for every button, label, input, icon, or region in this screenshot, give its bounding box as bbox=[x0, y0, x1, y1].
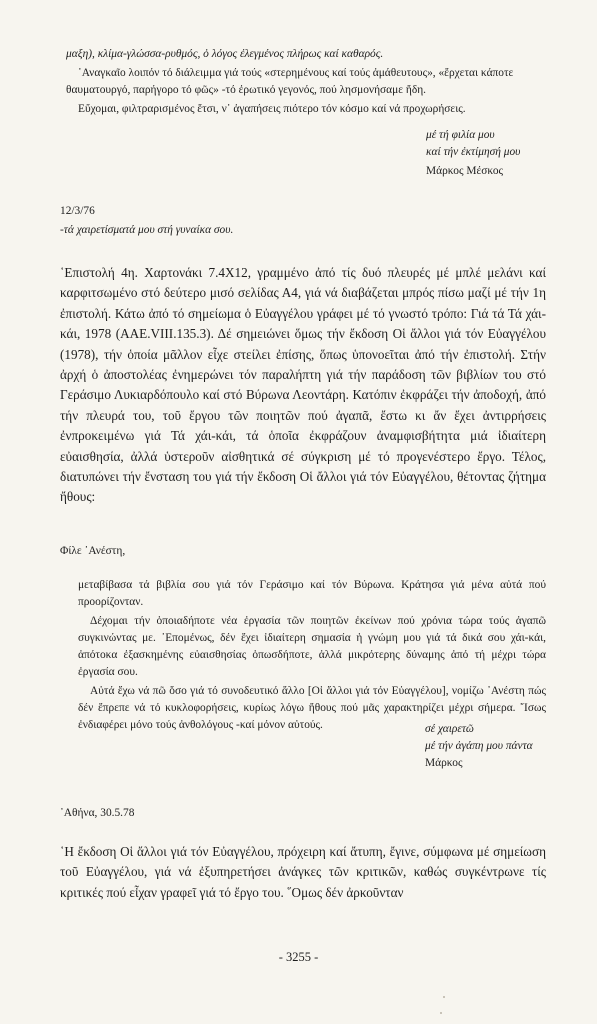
letter-line: μαξη), κλίμα-γλώσσα-ρυθμός, ὁ λόγος ἐλεγμένος πλήρως καί καθαρός. bbox=[66, 48, 384, 60]
signature-line: σέ χαιρετῶ bbox=[425, 723, 474, 735]
signature-name: Μάρκος Μέσκος bbox=[426, 165, 504, 177]
commentary-text: ῾Επιστολή 4η. Χαρτονάκι 7.4Χ12, γραμμένο ἀπό τίς δυό πλευρές μέ μπλέ μελάνι καί καρφιτσωμένο στό δεύτερο μισό σελίδας Α4, γιά νά διαβάζεται μπρός πίσω μαζί μέ τήν 1η ἐπιστολή. Κάτω ἀπό τό σημείωμα ὁ Εὐαγγέλου γράφει μέ τό γνωστό τρόπο: Γιά τά Τά χάι-κάι, 1978 (ΑΑΕ.VIII.135.3). Δέ σημειώνει ὅμως τήν ἔκδοση Οἱ ἄλλοι γιά τόν Εὐαγγέλου (1978), τήν ὁποία μᾶλλον εἶχε στείλει ἐπίσης, ὅπως ὑπονοεῖται ἀπό τήν ἐπιστολή. Στήν ἀρχή ὁ ἀποστολέας ἐνημερώνει τόν παραλήπτη γιά τήν παράδοση τῶν βιβλίων του στό Γεράσιμο Λυκιαρδόπουλο καί στό Βύρωνα Λεοντάρη. Κατόπιν ἐκφράζει τήν ἀποδοχή, ἀπό τήν πλευρά του, τοῦ ἔργου τῶν ποιητῶν πού ἀγαπᾶ, ἔστω κι ἄν ἔχει ἀντιρρήσεις ἐνπροκειμένω γιά Τά χάι-κάι, τά ὁποῖα ἐκφράζουν ἀναμφισβήτητα μιά ἰδιαίτερη εὐαισθησία, ἀλλά ὑστεροῦν αἰσθητικά σέ σύγκριση μέ τό προγενέστερο ἔργο. Τέλος, διατυπώνει τήν ἔνσταση του γιά τήν ἔκδοση Οἱ ἄλλοι γιά τόν Εὐαγγέλου, θέτοντας ζήτημα ἤθους: bbox=[60, 265, 546, 505]
page-number: - 3255 - bbox=[278, 950, 319, 964]
commentary-paragraph bbox=[60, 263, 546, 508]
commentary-paragraph bbox=[60, 842, 546, 903]
signature-block bbox=[426, 127, 520, 180]
signature-name: Μάρκος bbox=[425, 757, 463, 769]
letter-paragraph: Δέχομαι τήν ὁποιαδήποτε νέα ἐργασία τῶν ποιητῶν ἐκείνων πού χρόνια τώρα τούς ἀγαπῶ συγκινώντας με. ᾽Επομένως, δέν ἔχει ἰδιαίτερη σημασία ἡ γνώμη μου γιά τά δικά σου χάι-κάι, ἀπότοκα ἐξασκημένης εὐαισθησίας ὁπωσδήποτε, ἀλλά μικρότερης δύναμης ἀπό τή μέχρι τώρα ἐργασία σου. bbox=[78, 615, 546, 678]
paper-speck bbox=[440, 1012, 442, 1014]
letter-salutation: Φίλε ᾽Ανέστη, bbox=[60, 545, 126, 557]
signature-line: μέ τή φιλία μου bbox=[426, 129, 495, 141]
signature-line: μέ τήν ἀγάπη μου πάντα bbox=[425, 740, 533, 752]
letter-place-date: ᾽Αθήνα, 30.5.78 bbox=[60, 807, 135, 819]
letter-line: ῾Αναγκαῖο λοιπόν τό διάλειμμα γιά τούς «στερημένους καί τούς ἀμάθευτους», «ἔρχεται κάποτε θαυματουργό, παρήγορο τό φῶς» -τό ἐρωτικό γεγονός, πού λησμονήσαμε ἤδη. bbox=[66, 67, 514, 96]
commentary-text: ῾Η ἔκδοση Οἱ ἄλλοι γιά τόν Εὐαγγέλου, πρόχειρη καί ἄτυπη, ἔγινε, σύμφωνα μέ σημείωση τοῦ Εὐαγγέλου, γιά νά ἐξυπηρετήσει ἀνάγκες τῶν κριτικῶν, καθώς συγκέντρωνε τίς κριτικές πού εἶχαν γραφεῖ γιά τό ἔργο του. ῞Ομως δέν ἀρκοῦνταν bbox=[60, 844, 546, 900]
signature-line: καί τήν ἐκτίμησή μου bbox=[426, 146, 521, 158]
postscript: -τά χαιρετίσματά μου στή γυναίκα σου. bbox=[60, 224, 234, 236]
paper-speck bbox=[443, 996, 445, 998]
letter-body bbox=[78, 577, 546, 734]
signature-block bbox=[425, 721, 533, 772]
letter-excerpt bbox=[66, 46, 544, 118]
letter-line: Εὔχομαι, φιλτραρισμένος ἔτσι, ν᾽ ἀγαπήσεις πιότερο τόν κόσμο καί νά προχωρήσεις. bbox=[78, 103, 466, 115]
letter-paragraph: μεταβίβασα τά βιβλία σου γιά τόν Γεράσιμο καί τόν Βύρωνα. Κράτησα γιά μένα αὐτά πού προορίζονταν. bbox=[78, 579, 546, 608]
letter-paragraph: Αὐτά ἔχω νά πῶ ὅσο γιά τό συνοδευτικό ἄλλο [Οἱ ἄλλοι γιά τόν Εὐαγγέλου], νομίζω ᾽Ανέστη πώς δέν ἔπρεπε νά τό κυκλοφορήσεις, κυρίως λόγω ἤθους πού μᾶς χαρακτηρίζει μέχρι σήμερα. ῎Ισως ἐνδιαφέρει μόνο τούς ἀνθολόγους -καί μόνον αὐτούς. bbox=[78, 685, 546, 731]
letter-date: 12/3/76 bbox=[60, 205, 95, 217]
